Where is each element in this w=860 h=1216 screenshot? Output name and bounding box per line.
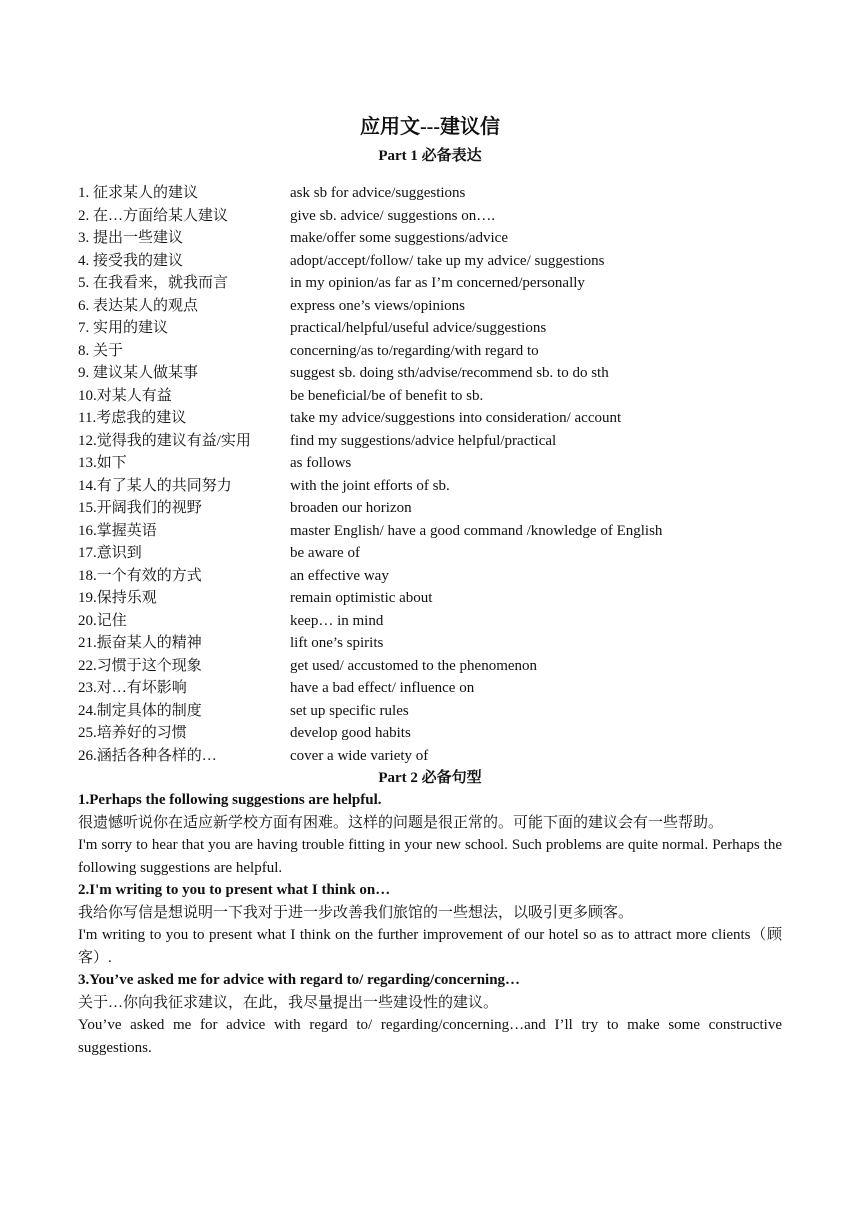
- phrase-row: [78, 272, 782, 295]
- phrase-english: develop good habits: [290, 725, 411, 741]
- phrase-chinese: 26.涵括各种各样的…: [78, 747, 217, 764]
- phrase-row: [78, 205, 782, 228]
- phrase-english: set up specific rules: [290, 702, 409, 719]
- spacer: [78, 168, 782, 182]
- phrase-english: be beneficial/be of benefit to sb.: [290, 387, 484, 404]
- phrase-row: [78, 722, 782, 745]
- pattern-zh: 关于…你向我征求建议，在此，我尽量提出一些建设性的建议。: [78, 994, 499, 1011]
- phrase-row: [78, 520, 782, 543]
- pattern-heading: 1.Perhaps the following suggestions are helpful.: [78, 792, 382, 808]
- phrase-chinese: 3. 提出一些建议: [78, 230, 184, 246]
- pattern-heading: 3.You’ve asked me for advice with regard to/ regarding/concerning…: [78, 972, 521, 988]
- phrase-chinese: 22.习惯于这个现象: [78, 657, 202, 674]
- phrase-english: suggest sb. doing sth/advise/recommend sb. to do sth: [290, 365, 609, 381]
- phrase-english: have a bad effect/ influence on: [290, 680, 475, 696]
- phrase-chinese: 15.开阔我们的视野: [78, 500, 202, 516]
- phrase-row: [78, 632, 782, 655]
- phrase-chinese: 18.一个有效的方式: [78, 567, 202, 584]
- phrase-row: [78, 497, 782, 520]
- phrase-row: [78, 385, 782, 408]
- pattern-en: I'm writing to you to present what I think on the further improvement of our hotel so as to attract more clients（顾客）.: [78, 927, 782, 966]
- pattern-block: [78, 789, 782, 879]
- phrase-list: [78, 182, 782, 767]
- phrase-chinese: 5. 在我看来，就我而言: [78, 275, 229, 291]
- phrase-chinese: 23.对…有坏影响: [78, 680, 187, 696]
- pattern-zh: 我给你写信是想说明一下我对于进一步改善我们旅馆的一些想法，以吸引更多顾客。: [78, 904, 634, 921]
- phrase-row: [78, 452, 782, 475]
- phrase-row: [78, 542, 782, 565]
- phrase-english: keep… in mind: [290, 612, 384, 629]
- phrase-english: as follows: [290, 455, 352, 471]
- phrase-chinese: 21.振奋某人的精神: [78, 635, 202, 651]
- phrase-row: [78, 677, 782, 700]
- sentence-patterns: [78, 789, 782, 1059]
- phrase-english: with the joint efforts of sb.: [290, 477, 450, 494]
- phrase-english: express one’s views/opinions: [290, 297, 465, 314]
- document-page: [78, 112, 782, 1059]
- phrase-row: [78, 295, 782, 318]
- page-title: 应用文---建议信: [360, 116, 500, 138]
- pattern-block: [78, 969, 782, 1059]
- phrase-english: master English/ have a good command /knowledge of English: [290, 522, 663, 539]
- phrase-chinese: 11.考虑我的建议: [78, 410, 187, 426]
- phrase-english: ask sb for advice/suggestions: [290, 185, 466, 201]
- phrase-chinese: 8. 关于: [78, 342, 124, 359]
- phrase-english: lift one’s spirits: [290, 635, 384, 651]
- phrase-chinese: 4. 接受我的建议: [78, 252, 184, 269]
- phrase-english: get used/ accustomed to the phenomenon: [290, 657, 538, 674]
- phrase-chinese: 13.如下: [78, 455, 127, 471]
- phrase-english: in my opinion/as far as I’m concerned/personally: [290, 275, 585, 291]
- phrase-chinese: 14.有了某人的共同努力: [78, 477, 232, 494]
- phrase-english: make/offer some suggestions/advice: [290, 230, 508, 246]
- pattern-heading: 2.I'm writing to you to present what I think on…: [78, 882, 391, 898]
- phrase-chinese: 20.记住: [78, 612, 127, 629]
- pattern-en: You’ve asked me for advice with regard to/ regarding/concerning…and I’ll try to make some constructive suggestions.: [78, 1017, 782, 1056]
- phrase-english: find my suggestions/advice helpful/practical: [290, 432, 557, 449]
- phrase-english: remain optimistic about: [290, 590, 433, 606]
- phrase-row: [78, 610, 782, 633]
- phrase-english: an effective way: [290, 567, 389, 584]
- phrase-chinese: 16.掌握英语: [78, 522, 157, 539]
- phrase-row: [78, 182, 782, 205]
- phrase-row: [78, 407, 782, 430]
- phrase-chinese: 24.制定具体的制度: [78, 702, 202, 719]
- phrase-row: [78, 362, 782, 385]
- part1-title: Part 1 必备表达: [378, 148, 482, 164]
- phrase-chinese: 25.培养好的习惯: [78, 725, 187, 741]
- phrase-english: be aware of: [290, 545, 360, 561]
- phrase-row: [78, 340, 782, 363]
- phrase-chinese: 9. 建议某人做某事: [78, 365, 199, 381]
- phrase-row: [78, 565, 782, 588]
- phrase-english: broaden our horizon: [290, 500, 412, 516]
- phrase-english: concerning/as to/regarding/with regard to: [290, 342, 539, 359]
- phrase-row: [78, 250, 782, 273]
- phrase-english: cover a wide variety of: [290, 747, 429, 764]
- phrase-chinese: 12.觉得我的建议有益/实用: [78, 432, 251, 449]
- phrase-english: adopt/accept/follow/ take up my advice/ suggestions: [290, 252, 605, 269]
- phrase-row: [78, 587, 782, 610]
- part2-title: Part 2 必备句型: [378, 770, 482, 786]
- pattern-zh: 很遗憾听说你在适应新学校方面有困难。这样的问题是很正常的。可能下面的建议会有一些帮助。: [78, 814, 724, 831]
- phrase-chinese: 17.意识到: [78, 545, 142, 561]
- phrase-row: [78, 475, 782, 498]
- phrase-chinese: 7. 实用的建议: [78, 320, 169, 336]
- phrase-chinese: 10.对某人有益: [78, 387, 172, 404]
- pattern-block: [78, 879, 782, 969]
- pattern-en: I'm sorry to hear that you are having trouble fitting in your new school. Such problems are quite normal. Perhaps the following suggestions are helpful.: [78, 837, 782, 876]
- phrase-row: [78, 227, 782, 250]
- phrase-row: [78, 700, 782, 723]
- phrase-english: take my advice/suggestions into consideration/ account: [290, 410, 622, 426]
- phrase-english: practical/helpful/useful advice/suggestions: [290, 320, 547, 336]
- phrase-row: [78, 655, 782, 678]
- phrase-english: give sb. advice/ suggestions on….: [290, 207, 495, 224]
- phrase-chinese: 2. 在…方面给某人建议: [78, 207, 229, 224]
- phrase-row: [78, 317, 782, 340]
- phrase-chinese: 19.保持乐观: [78, 590, 157, 606]
- phrase-row: [78, 430, 782, 453]
- phrase-chinese: 1. 征求某人的建议: [78, 185, 199, 201]
- phrase-chinese: 6. 表达某人的观点: [78, 297, 199, 314]
- phrase-row: [78, 745, 782, 768]
